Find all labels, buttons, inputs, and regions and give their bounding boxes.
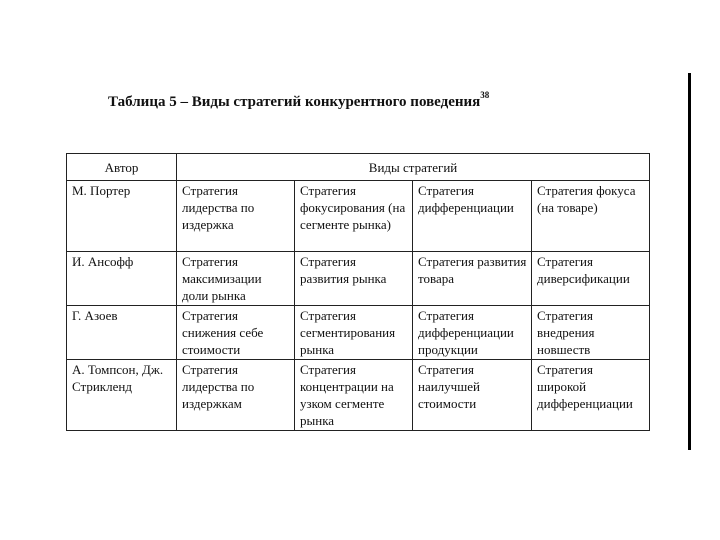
strategy-cell: Стратегия диверсификации — [532, 252, 650, 306]
strategy-cell: Стратегия максимизации доли рынка — [177, 252, 295, 306]
author-cell: И. Ансофф — [67, 252, 177, 306]
header-author: Автор — [67, 154, 177, 181]
strategies-table — [66, 153, 650, 431]
strategy-cell: Стратегия широкой дифференциации — [532, 360, 650, 431]
strategy-cell: Стратегия лидерства по издержкам — [177, 360, 295, 431]
strategy-cell: Стратегия снижения себе стоимости — [177, 306, 295, 360]
strategy-cell: Стратегия фокуса (на товаре) — [532, 181, 650, 252]
strategy-cell: Стратегия сегментирования рынка — [295, 306, 413, 360]
caption-text: Таблица 5 – Виды стратегий конкурентного поведения — [108, 94, 481, 110]
table-row — [67, 252, 650, 306]
page-edge-rule — [688, 73, 691, 450]
author-cell: М. Портер — [67, 181, 177, 252]
strategy-cell: Стратегия концентрации на узком сегменте рынка — [295, 360, 413, 431]
strategy-cell: Стратегия дифференциации продукции — [413, 306, 532, 360]
table-header-row — [67, 154, 650, 181]
strategy-cell: Стратегия развития товара — [413, 252, 532, 306]
header-strategies: Виды стратегий — [177, 154, 650, 181]
table-row — [67, 306, 650, 360]
author-cell: Г. Азоев — [67, 306, 177, 360]
table-row — [67, 360, 650, 431]
strategy-cell: Стратегия лидерства по издержка — [177, 181, 295, 252]
table-row — [67, 181, 650, 252]
footnote-marker: 38 — [480, 90, 490, 100]
strategy-cell: Стратегия фокусирования (на сегменте рынка) — [295, 181, 413, 252]
strategy-cell: Стратегия развития рынка — [295, 252, 413, 306]
strategy-cell: Стратегия внедрения новшеств — [532, 306, 650, 360]
strategy-cell: Стратегия наилучшей стоимости — [413, 360, 532, 431]
table-caption — [108, 92, 489, 111]
author-cell: А. Томпсон, Дж. Стрикленд — [67, 360, 177, 431]
strategy-cell: Стратегия дифференциации — [413, 181, 532, 252]
